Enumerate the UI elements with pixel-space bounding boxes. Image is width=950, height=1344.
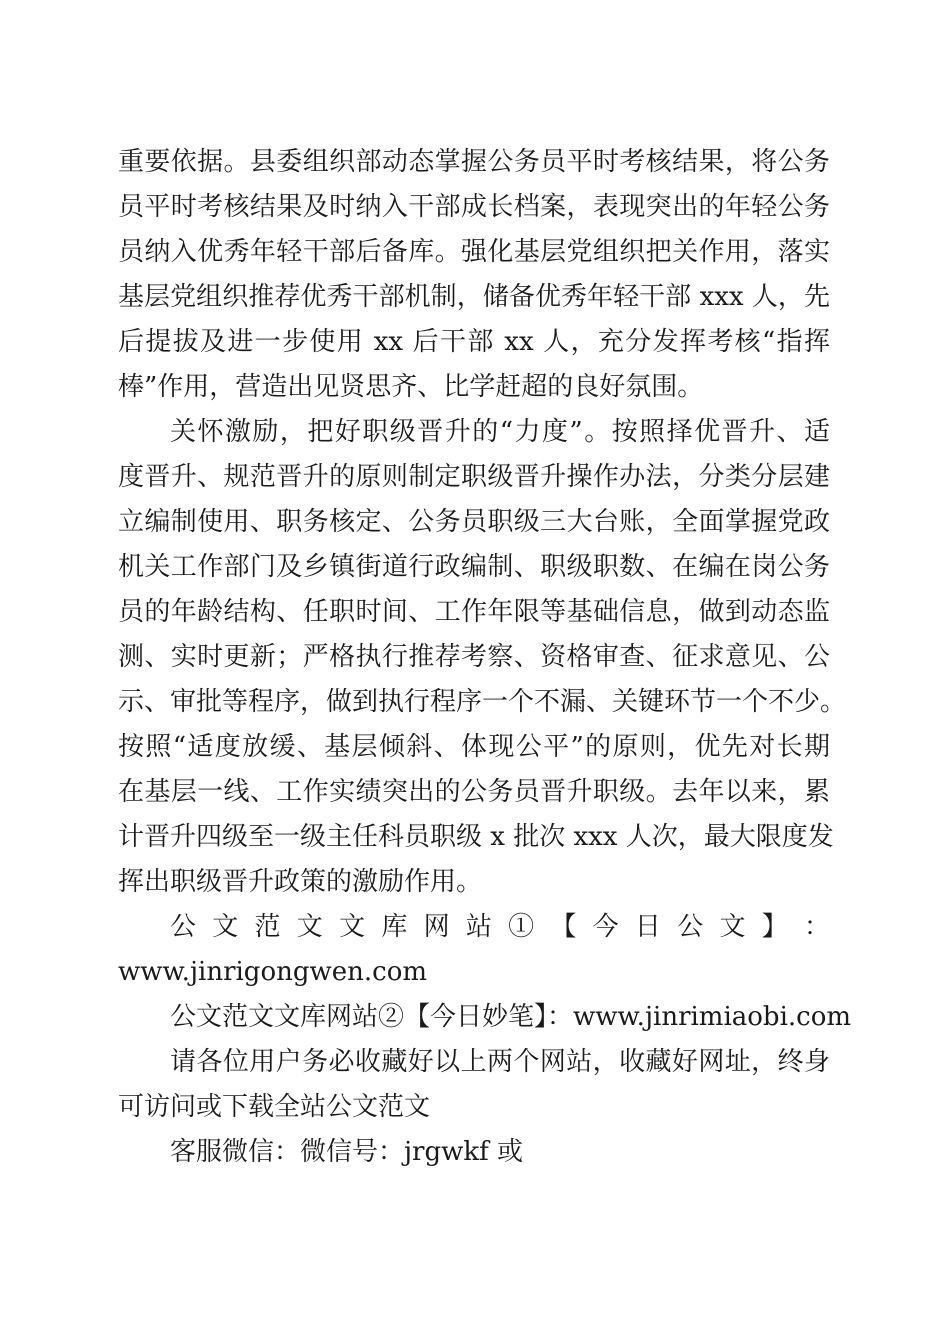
paragraph-1-line-5: 后提拔及进一步使用 xx 后干部 xx 人，充分发挥考核“指挥	[118, 327, 830, 357]
paragraph-1-line-2: 员平时考核结果及时纳入干部成长档案，表现突出的年轻公务	[118, 192, 830, 222]
paragraph-1-line-4: 基层党组织推荐优秀干部机制，储备优秀年轻干部 xxx 人，先	[118, 282, 830, 312]
paragraph-2-line-2: 度晋升、规范晋升的原则制定职级晋升操作办法，分类分层建	[118, 462, 830, 492]
paragraph-2-line-1: 关怀激励，把好职级晋升的“力度”。按照择优晋升、适	[170, 417, 830, 447]
website-1-url[interactable]: www.jinrigongwen.com	[118, 957, 428, 987]
bookmark-notice-line-1: 请各位用户务必收藏好以上两个网站，收藏好网址，终身	[170, 1047, 830, 1077]
paragraph-2-line-5: 员的年龄结构、任职时间、工作年限等基础信息，做到动态监	[118, 597, 830, 627]
website-1-label: 公 文 范 文 文 库 网 站 ① 【 今 日 公 文 】 ：	[170, 912, 830, 942]
bookmark-notice-line-2: 可访问或下载全站公文范文	[118, 1092, 431, 1122]
paragraph-2-line-7: 示、审批等程序，做到执行程序一个不漏、关键环节一个不少。	[118, 687, 847, 717]
paragraph-2-line-9: 在基层一线、工作实绩突出的公务员晋升职级。去年以来，累	[118, 777, 830, 807]
customer-service-wechat: 客服微信：微信号：jrgwkf 或	[170, 1137, 524, 1167]
paragraph-1-line-3: 员纳入优秀年轻干部后备库。强化基层党组织把关作用，落实	[118, 237, 830, 267]
paragraph-2-line-4: 机关工作部门及乡镇街道行政编制、职级职数、在编在岗公务	[118, 552, 830, 582]
paragraph-2-line-6: 测、实时更新；严格执行推荐考察、资格审查、征求意见、公	[118, 642, 830, 672]
paragraph-2-line-11: 挥出职级晋升政策的激励作用。	[118, 867, 483, 897]
paragraph-2-line-3: 立编制使用、职务核定、公务员职级三大台账，全面掌握党政	[118, 507, 830, 537]
paragraph-1-line-6: 棒”作用，营造出见贤思齐、比学赶超的良好氛围。	[118, 372, 704, 402]
paragraph-2-line-10: 计晋升四级至一级主任科员职级 x 批次 xxx 人次，最大限度发	[118, 822, 834, 852]
website-2-line[interactable]: 公文范文文库网站②【今日妙笔】：www.jinrimiaobi.com	[170, 1002, 852, 1032]
paragraph-2-line-8: 按照“适度放缓、基层倾斜、体现公平”的原则，优先对长期	[118, 732, 830, 762]
paragraph-1-line-1: 重要依据。县委组织部动态掌握公务员平时考核结果，将公务	[118, 147, 830, 177]
